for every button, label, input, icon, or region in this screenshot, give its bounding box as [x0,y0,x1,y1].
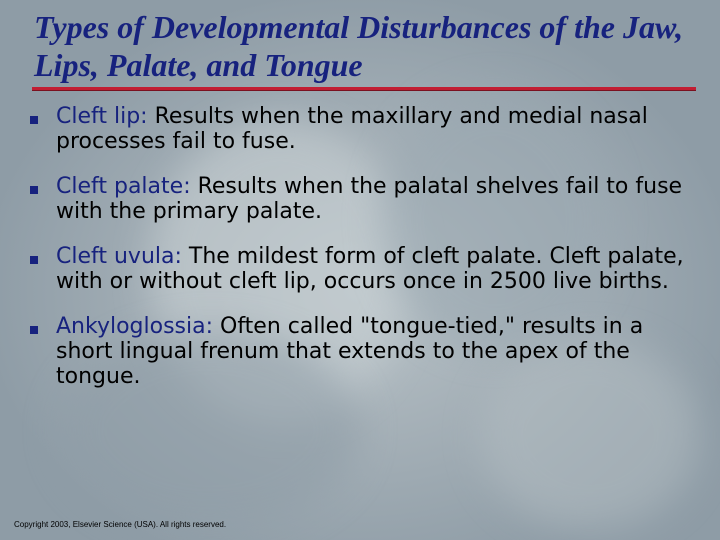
bullet-item [30,244,700,294]
bullet-term: Ankyloglossia: [56,314,214,339]
square-bullet-icon [30,116,38,124]
square-bullet-icon [30,256,38,264]
bullet-text: Often called "tongue-tied," results in a short lingual frenum that extends to the apex of the tongue. [56,314,644,389]
square-bullet-icon [30,186,38,194]
bullet-term: Cleft uvula: [56,244,182,269]
bullet-item [30,314,700,389]
bullet-term: Cleft palate: [56,174,191,199]
bullet-text: Results when the maxillary and medial nasal processes fail to fuse. [56,104,648,154]
slide-title: Types of Developmental Disturbances of the Jaw, Lips, Palate, and Tongue [34,9,684,83]
bullet-text: Results when the palatal shelves fail to fuse with the primary palate. [56,174,683,224]
square-bullet-icon [30,326,38,334]
bullet-item [30,104,700,154]
bullet-text: The mildest form of cleft palate. Cleft palate, with or without cleft lip, occurs once in 2500 live births. [56,244,684,294]
bullet-list [30,104,700,389]
bullet-item [30,174,700,224]
copyright-footer: Copyright 2003, Elsevier Science (USA). All rights reserved. [14,520,227,529]
title-underline [32,87,696,90]
bullet-term: Cleft lip: [56,104,148,129]
